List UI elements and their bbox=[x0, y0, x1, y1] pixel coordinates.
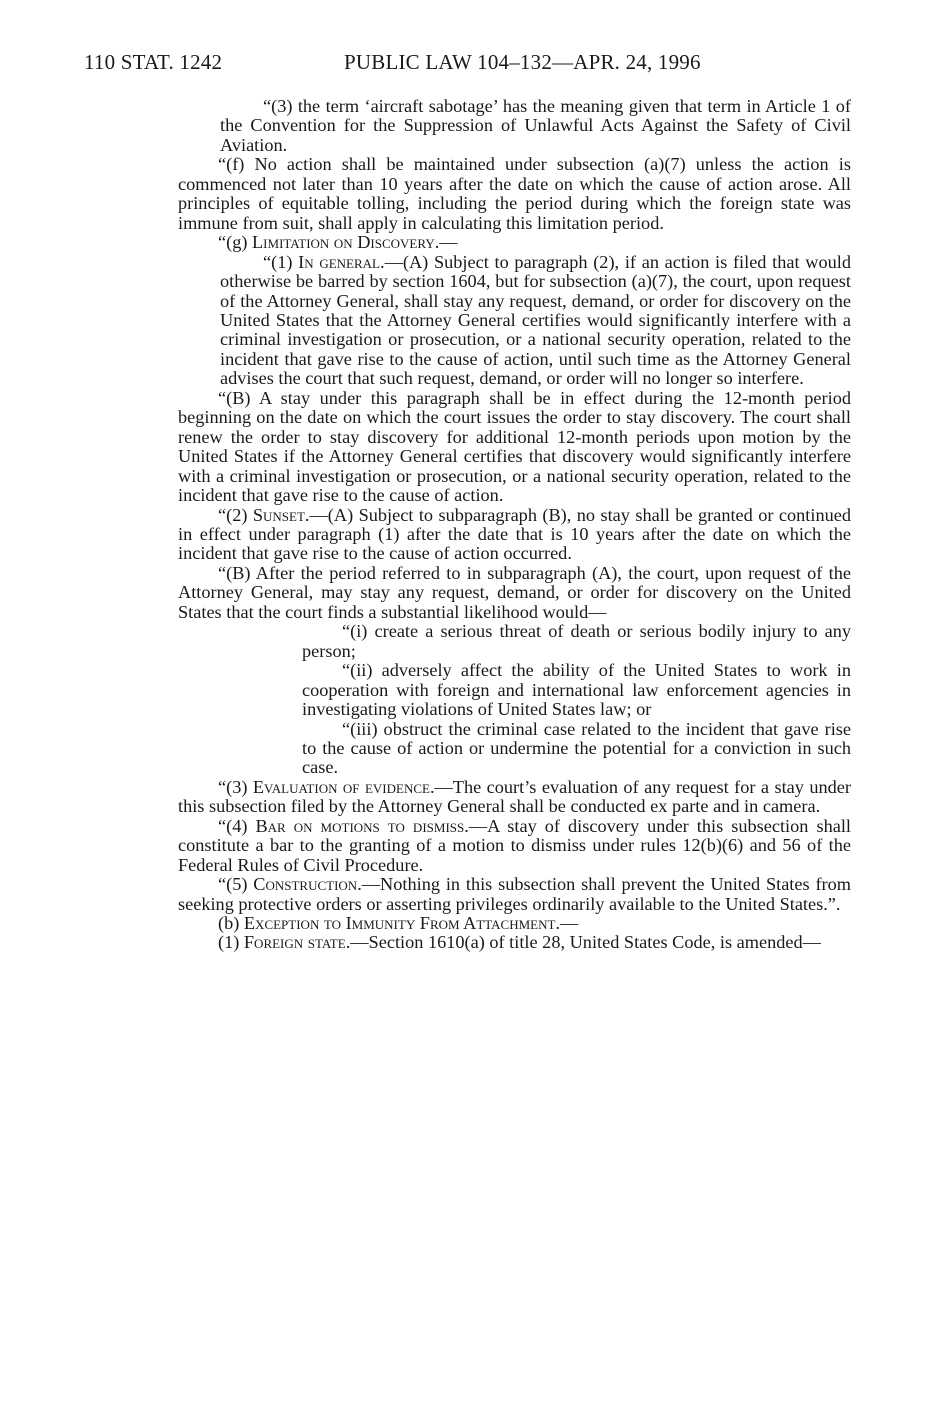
paragraph-g2-b: “(B) After the period referred to in subparagraph (A), the court, upon request of the Attorney General, may stay any request, demand, or order for discovery on the United States that the court finds a substantial likelihood would— bbox=[178, 562, 851, 622]
paragraph-g1-b: “(B) A stay under this paragraph shall be in effect during the 12-month period beginning on the date on which the court issues the order to stay discovery. The court shall renew the order to stay discovery for additional 12-month periods upon motion by the United States if the Attorney General certifies that discovery would significantly interfere with a criminal investigation or prosecution, or a national security operation, related to the incident that gave rise to the cause of action. bbox=[178, 387, 851, 506]
paragraph-g4: “(4) Bar on motions to dismiss.—A stay of discovery under this subsection shall constitute a bar to the granting of a motion to dismiss under rules 12(b)(6) and 56 of the Federal Rules of Civil Procedure. bbox=[178, 815, 851, 875]
subsection-b-title: Exception to Immunity From Attachment bbox=[243, 913, 556, 934]
public-law-citation: PUBLIC LAW 104–132—APR. 24, 1996 bbox=[344, 50, 701, 74]
paragraph-3-definition: “(3) the term ‘aircraft sabotage’ has the meaning given that term in Article 1 of the Convention for the Suppression of Unlawful Acts Against the Safety of Civil Aviation. bbox=[220, 96, 851, 155]
clause-g2-b-iii: “(iii) obstruct the criminal case related to the incident that gave rise to the cause of action or undermine the potential for a conviction in such case. bbox=[302, 718, 851, 778]
subsection-g-title: Limitation on Discovery bbox=[252, 232, 435, 253]
paragraph-g5-title: Construction bbox=[253, 874, 358, 895]
paragraph-g1-title: In general bbox=[298, 251, 381, 272]
paragraph-g1-a: “(1) In general.—(A) Subject to paragraph (2), if an action is filed that would otherwise be barred by section 1604, but for subsection (a)(7), the court, upon request of the Attorney General, shall stay any request, demand, or order for discovery on the United States that the Attorney General certifies would significantly interfere with a criminal investigation or prosecution, or a national security operation, related to the incident that gave rise to the cause of action, until such time as the Attorney General advises the court that such request, demand, or order will no longer so interfere. bbox=[220, 251, 851, 389]
statute-page-number: 110 STAT. 1242 bbox=[84, 50, 223, 74]
paragraph-g4-title: Bar on motions to dismiss bbox=[255, 815, 465, 836]
statute-body bbox=[178, 96, 851, 953]
paragraph-g5: “(5) Construction.—Nothing in this subsection shall prevent the United States from seeking protective orders or asserting privileges ordinarily available to the United States.”. bbox=[178, 874, 851, 914]
clause-g2-b-ii: “(ii) adversely affect the ability of the United States to work in cooperation with foreign and international law enforcement agencies in investigating violations of United States law; or bbox=[302, 660, 851, 720]
subsection-f: “(f) No action shall be maintained under subsection (a)(7) unless the action is commenced not later than 10 years after the date on which the cause of action arose. All principles of equitable tolling, including the period during which the foreign state was immune from suit, shall apply in calculating this limitation period. bbox=[178, 154, 851, 233]
paragraph-g2-a: “(2) Sunset.—(A) Subject to subparagraph (B), no stay shall be granted or continued in effect under paragraph (1) after the date that is 10 years after the date on which the incident that gave rise to the cause of action occurred. bbox=[178, 504, 851, 564]
clause-g2-b-i: “(i) create a serious threat of death or serious bodily injury to any person; bbox=[302, 621, 851, 661]
paragraph-b1: (1) Foreign state.—Section 1610(a) of title 28, United States Code, is amended— bbox=[218, 932, 821, 953]
paragraph-g2-title: Sunset bbox=[252, 504, 305, 525]
page-header bbox=[84, 50, 754, 78]
paragraph-b1-title: Foreign state bbox=[243, 932, 346, 953]
subsection-g-heading: “(g) Limitation on Discovery.— bbox=[218, 232, 458, 253]
paragraph-g3-title: Evaluation of evidence bbox=[252, 776, 430, 797]
subsection-b-heading: (b) Exception to Immunity From Attachment.— bbox=[218, 913, 579, 934]
paragraph-g3: “(3) Evaluation of evidence.—The court’s evaluation of any request for a stay under this subsection filed by the Attorney General shall be conducted ex parte and in camera. bbox=[178, 776, 851, 817]
